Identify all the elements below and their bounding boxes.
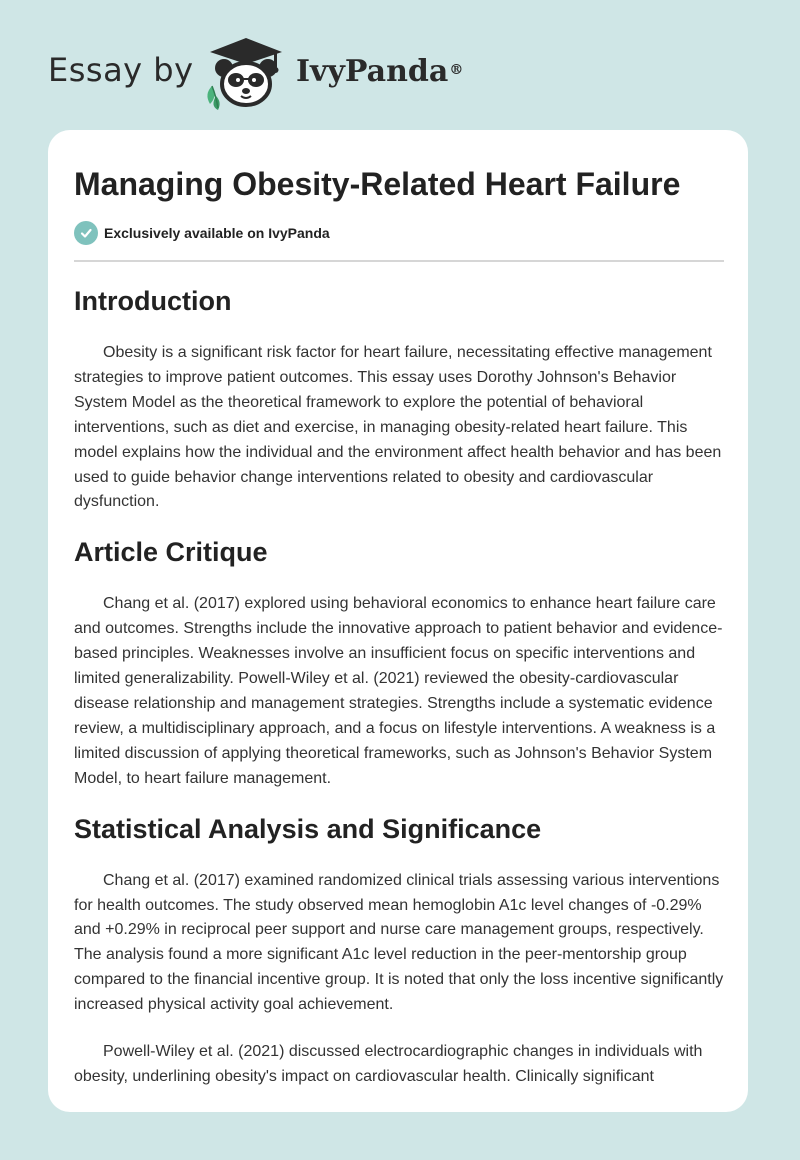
- registered-mark: ®: [449, 62, 464, 78]
- paragraph-article-critique: Chang et al. (2017) explored using behavioral economics to enhance heart failure care and outcomes. Strengths include the innovative approach to patient behavior and evidence-based principles. Weaknesses involve an insufficient focus on specific interventions and limited generalizability. Powell-Wiley et al. (2021) reviewed the obesity-cardiovascular disease relationship and management strategies. Strengths include a systematic evidence review, a multidisciplinary approach, and a focus on lifestyle interventions. A weakness is a limited discussion of applying theoretical frameworks, such as Johnson's Behavior System Model, to heart failure management.: [74, 595, 723, 787]
- essay-by-label: Essay by: [48, 51, 194, 89]
- page-title: Managing Obesity-Related Heart Failure: [74, 166, 681, 202]
- exclusive-badge: [74, 220, 724, 246]
- section-heading-introduction: Introduction: [74, 286, 232, 316]
- essay-card: [48, 130, 748, 1112]
- paragraph-statistical-analysis-2: Powell-Wiley et al. (2021) discussed electrocardiographic changes in individuals with obesity, underlining obesity's impact on cardiovascular health. Clinically significant: [74, 1043, 703, 1085]
- site-header: [0, 0, 800, 130]
- ivypanda-logo-icon[interactable]: [200, 34, 292, 110]
- check-icon: [74, 221, 98, 245]
- paragraph-introduction: Obesity is a significant risk factor for heart failure, necessitating effective management strategies to improve patient outcomes. This essay uses Dorothy Johnson's Behavior System Model as the theoretical framework to explore the potential of behavioral interventions, such as diet and exercise, in managing obesity-related heart failure. This model explains how the individual and the environment affect health behavior and has been used to guide behavior change interventions related to obesity and cardiovascular dysfunction.: [74, 344, 722, 511]
- badge-label: Exclusively available on IvyPanda: [104, 225, 330, 241]
- section-heading-statistical-analysis: Statistical Analysis and Significance: [74, 813, 542, 844]
- section-heading-article-critique: Article Critique: [74, 537, 268, 568]
- brand-name[interactable]: [296, 52, 463, 92]
- divider: [74, 260, 724, 262]
- brand-text: IvyPanda: [296, 54, 449, 89]
- paragraph-statistical-analysis-1: Chang et al. (2017) examined randomized clinical trials assessing various interventions for health outcomes. The study observed mean hemoglobin A1c level changes of -0.29% and +0.29% in reciprocal peer support and nurse care management groups, respectively. The analysis found a more significant A1c level reduction in the peer-mentorship group compared to the financial incentive group. It is noted that only the loss incentive significantly increased physical activity goal achievement.: [74, 871, 724, 1014]
- essay-content: [74, 164, 724, 1090]
